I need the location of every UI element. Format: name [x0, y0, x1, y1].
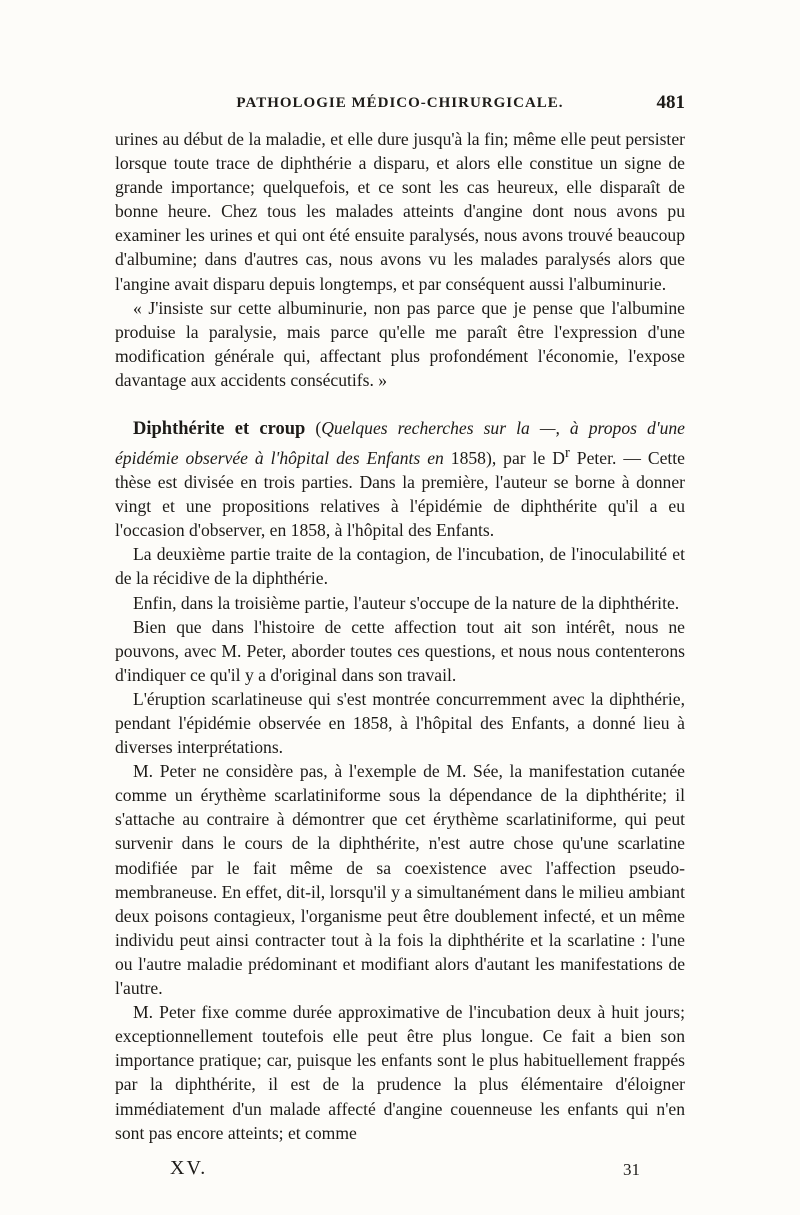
- review-heading-paragraph: [115, 416, 685, 542]
- folio-number: 31: [623, 1160, 640, 1179]
- paragraph: Bien que dans l'histoire de cette affection tout ait son intérêt, nous ne pouvons, avec M. Peter, aborder toutes ces questions, et nous nous contenterons d'indiquer ce qu'il y a d'original dans son travail.: [115, 616, 685, 685]
- paragraph: urines au début de la maladie, et elle dure jusqu'à la fin; même elle peut persister lorsque toute trace de diphthérie a disparu, et alors elle constitue un signe de grande importance; quelquefois, et ce sont les cas heureux, elle disparaît de bonne heure. Chez tous les malades atteints d'angine dont nous avons pu examiner les urines et qui ont été ensuite paralysés, nous avons trouvé beaucoup d'albumine; dans d'autres cas, nous avons vu les malades paralysés alors que l'angine avait disparu depuis longtemps, et par conséquent aussi l'albuminurie.: [115, 129, 685, 294]
- paragraph: Enfin, dans la troisième partie, l'auteur s'occupe de la nature de la diphthérite.: [133, 592, 680, 613]
- running-head: [115, 92, 685, 123]
- signature-mark: XV.: [170, 1157, 208, 1179]
- paragraph: M. Peter ne considère pas, à l'exemple de M. Sée, la manifestation cutanée comme un érythème scarlatiniforme sous la dépendance de la diphthérite; il s'attache au contraire à démontrer que cet érythème scarlatiniforme, qui peut survenir dans le cours de la diphthérite, n'est autre chose qu'une scarlatine modifiée par le fait même de sa coexistence avec l'affection pseudo-membraneuse. En effet, dit-il, lorsqu'il y a simultanément dans le milieu ambiant deux poisons contagieux, l'organisme peut être doublement infecté, et un même individu peut ainsi contracter tout à la fois la diphthérite et la scarlatine : l'une ou l'autre maladie prédominant et modifiant alors d'autant les manifestations de l'autre.: [115, 761, 685, 999]
- review-subtitle: Quelques recherches sur la —, à propos d'une épidémie observée à l'hôpital des Enfants en: [115, 418, 685, 468]
- text-body: [115, 127, 685, 1145]
- page-number: 481: [656, 92, 685, 113]
- paragraph: « J'insiste sur cette albuminurie, non pas parce que je pense que l'albumine produise la paralysie, mais parce qu'elle me paraît être l'expression d'une modification générale qui, affectant plus profondément l'économie, l'expose davantage aux accidents consécutifs. »: [115, 297, 685, 390]
- review-author: Peter. —: [569, 447, 648, 468]
- review-heading-open: (: [305, 418, 322, 439]
- page-footer: [170, 1157, 640, 1187]
- paragraph: M. Peter fixe comme durée approximative de l'incubation deux à huit jours; exceptionnellement toutefois elle peut être plus longue. Ce fait a bien son importance pratique; car, puisque les enfants sont le plus habituellement frappés par la diphthérite, il est de la prudence la plus élémentaire d'éloigner immédiatement d'un malade affecté d'angine couenneuse les enfants qui n'en sont pas encore atteints; et comme: [115, 1002, 685, 1143]
- section-spacer: [115, 392, 685, 416]
- review-year: 1858), par le D: [443, 447, 565, 468]
- paragraph: L'éruption scarlatineuse qui s'est montrée concurremment avec la diphthérie, pendant l'épidémie observée en 1858, à l'hôpital des Enfants, a donné lieu à diverses interprétations.: [115, 688, 685, 758]
- review-text: Cette thèse est divisée en trois parties. Dans la première, l'auteur se borne à donner vingt et une propositions relatives à l'épidémie de diphthérite qu'il a eu l'occasion d'observer, en 1858, à l'hôpital des Enfants.: [115, 447, 685, 541]
- running-title: PATHOLOGIE MÉDICO-CHIRURGICALE.: [236, 95, 564, 111]
- paragraph: La deuxième partie traite de la contagion, de l'incubation, de l'inoculabilité et de la récidive de la diphthérie.: [115, 544, 685, 589]
- review-doctor-sup: r: [564, 445, 570, 462]
- review-title: Diphthérite et croup: [133, 419, 306, 440]
